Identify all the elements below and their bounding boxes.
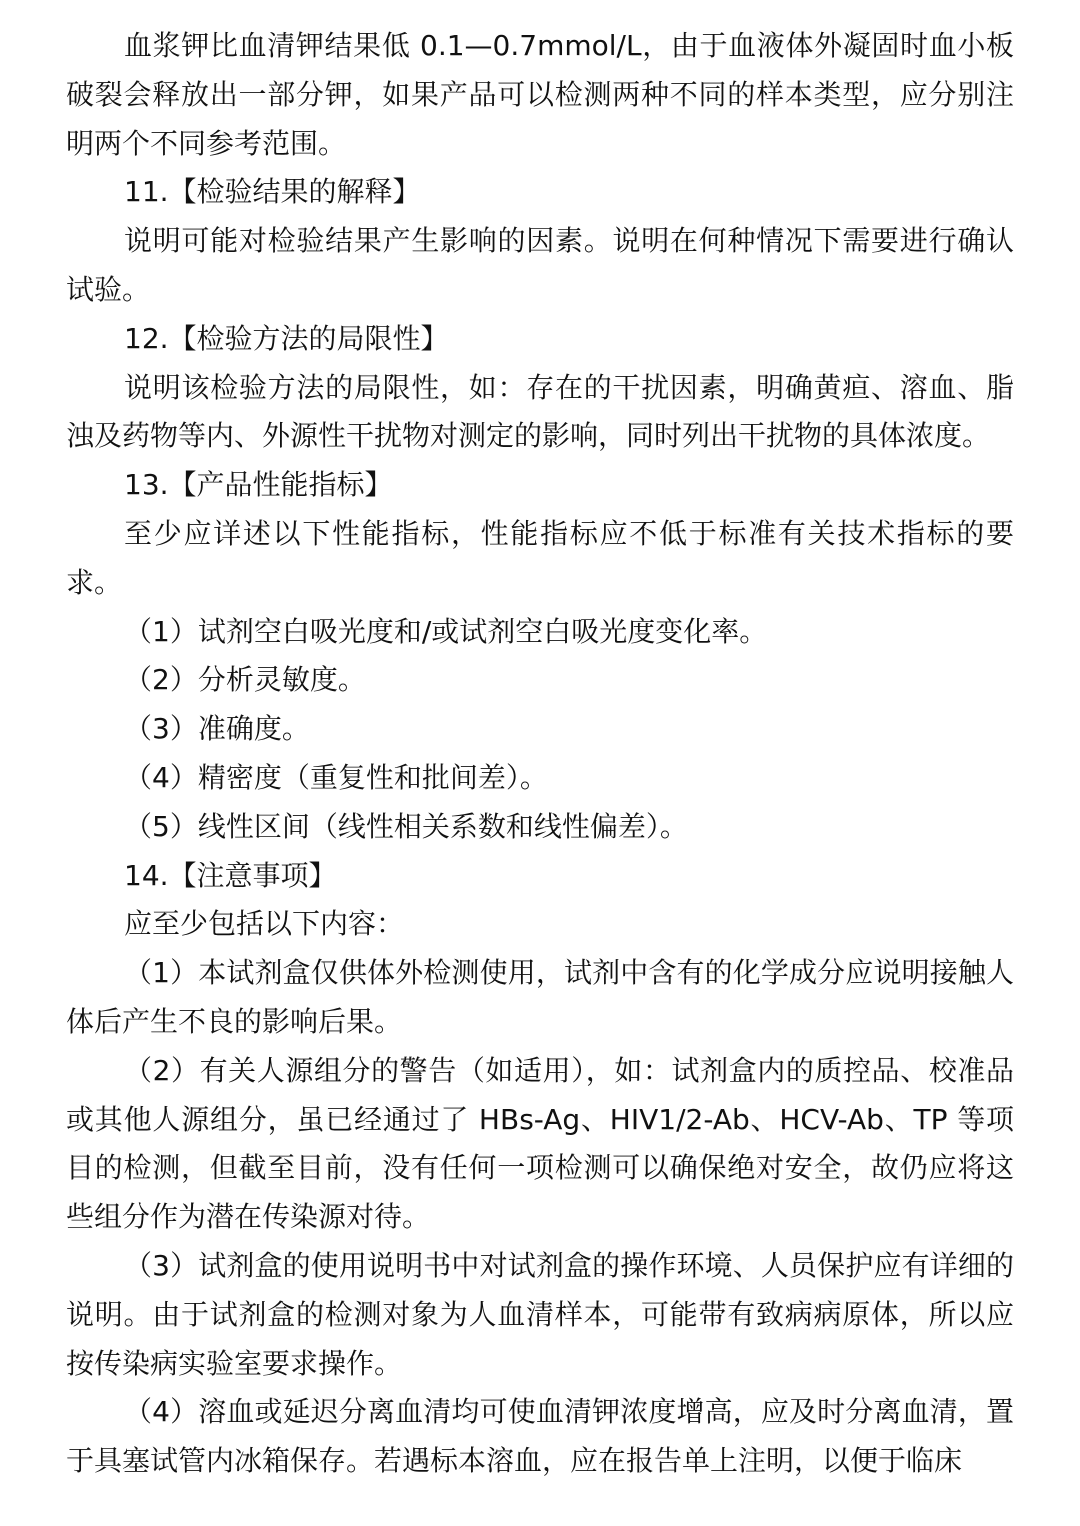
paragraph-performance-intro: 至少应详述以下性能指标，性能指标应不低于标准有关技术指标的要求。 — [66, 516, 1014, 599]
section-heading-12-method-limitations: 12.【检验方法的局限性】 — [124, 321, 449, 355]
paragraph-method-limitations: 说明该检验方法的局限性，如：存在的干扰因素，明确黄疸、溶血、脂浊及药物等内、外源性干扰物对测定的影响，同时列出干扰物的具体浓度。 — [66, 370, 1014, 453]
list-item-performance-2: （2）分析灵敏度。 — [124, 663, 366, 697]
paragraph-plasma-potassium: 血浆钾比血清钾结果低 0.1—0.7mmol/L，由于血液体外凝固时血小板破裂会释放出一部分钾，如果产品可以检测两种不同的样本类型，应分别注明两个不同参考范围。 — [66, 29, 1014, 160]
list-item-precaution-4: （4）溶血或延迟分离血清均可使血清钾浓度增高，应及时分离血清，置于具塞试管内冰箱保存。若遇标本溶血，应在报告单上注明，以便于临床 — [66, 1395, 1014, 1478]
section-heading-13-performance-indicators: 13.【产品性能指标】 — [124, 468, 393, 502]
list-item-performance-3: （3）准确度。 — [124, 712, 310, 746]
list-item-precaution-2: （2）有关人源组分的警告（如适用），如：试剂盒内的质控品、校准品或其他人源组分，虽已经通过了 HBs-Ag、HIV1/2-Ab、HCV-Ab、TP 等项目的检测，但截至目前，没有任何一项检测可以确保绝对安全，故仍应将这些组分作为潜在传染源对待。 — [66, 1053, 1014, 1234]
list-item-performance-5: （5）线性区间（线性相关系数和线性偏差）。 — [124, 809, 688, 843]
list-item-precaution-3: （3）试剂盒的使用说明书中对试剂盒的操作环境、人员保护应有详细的说明。由于试剂盒的检测对象为人血清样本，可能带有致病病原体，所以应按传染病实验室要求操作。 — [66, 1248, 1014, 1380]
paragraph-precautions-intro: 应至少包括以下内容： — [124, 907, 405, 941]
list-item-performance-1: （1）试剂空白吸光度和/或试剂空白吸光度变化率。 — [124, 614, 768, 648]
list-item-precaution-1: （1）本试剂盒仅供体外检测使用，试剂中含有的化学成分应说明接触人体后产生不良的影响后果。 — [66, 956, 1014, 1038]
section-heading-11-result-interpretation: 11.【检验结果的解释】 — [124, 175, 421, 209]
section-heading-14-precautions: 14.【注意事项】 — [124, 858, 337, 892]
paragraph-result-interpretation: 说明可能对检验结果产生影响的因素。说明在何种情况下需要进行确认试验。 — [66, 224, 1014, 306]
list-item-performance-4: （4）精密度（重复性和批间差）。 — [124, 760, 548, 794]
